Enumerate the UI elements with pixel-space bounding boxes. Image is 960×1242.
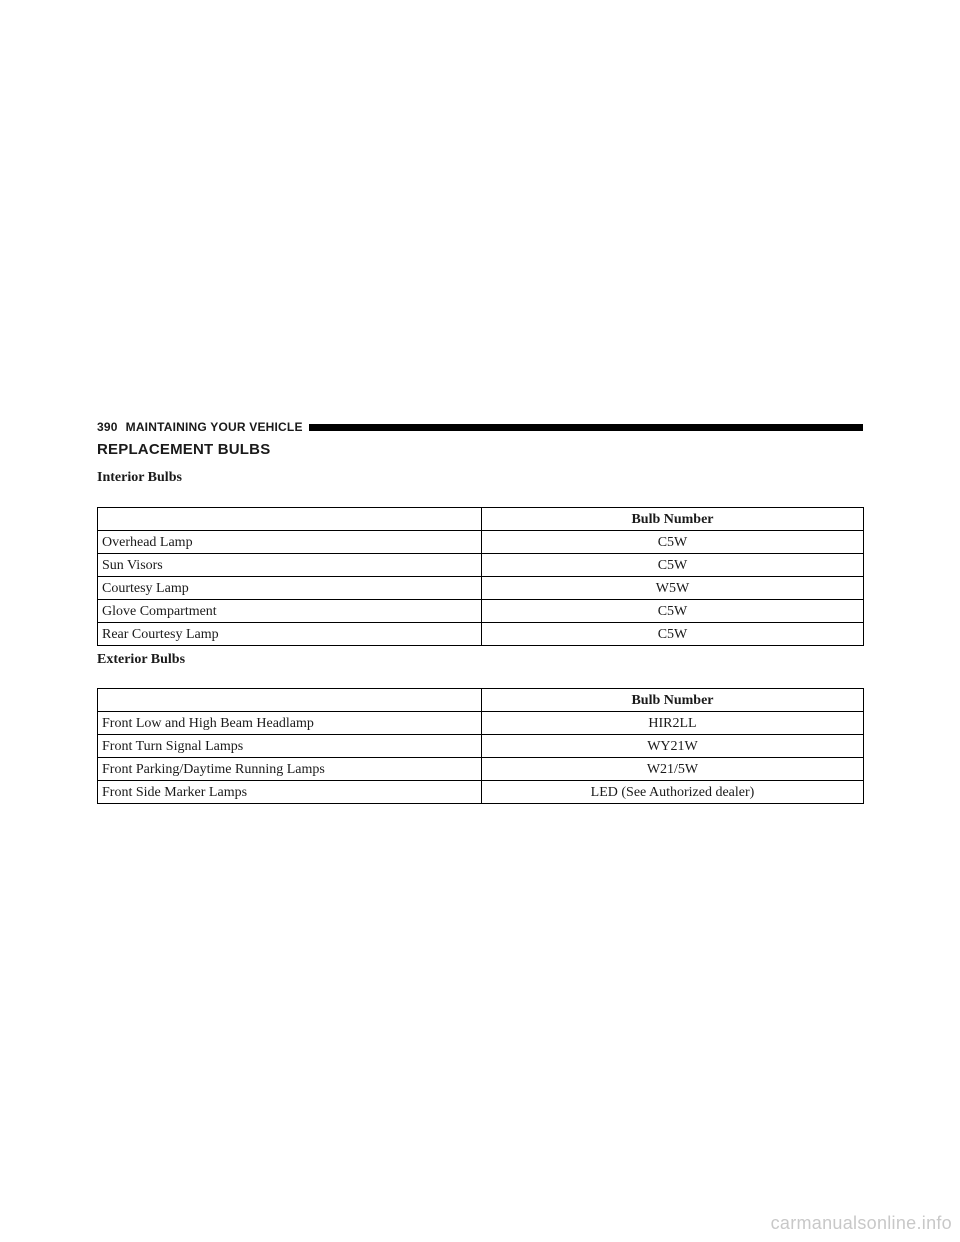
bulb-number-header: Bulb Number [482, 508, 864, 531]
bulb-number-header: Bulb Number [482, 689, 864, 712]
bulb-number: HIR2LL [482, 712, 864, 735]
bulb-location: Front Side Marker Lamps [98, 781, 482, 804]
bulb-location: Overhead Lamp [98, 531, 482, 554]
section-title: MAINTAINING YOUR VEHICLE [125, 420, 303, 434]
table-row [98, 600, 864, 623]
page-title: REPLACEMENT BULBS [97, 441, 271, 458]
bulb-location: Rear Courtesy Lamp [98, 623, 482, 646]
exterior-bulbs-table [97, 688, 864, 804]
table-header-row [98, 508, 864, 531]
bulb-location: Front Turn Signal Lamps [98, 735, 482, 758]
watermark: carmanualsonline.info [770, 1213, 952, 1233]
table-row [98, 577, 864, 600]
bulb-location: Glove Compartment [98, 600, 482, 623]
bulb-location: Sun Visors [98, 554, 482, 577]
location-header-cell [98, 689, 482, 712]
location-header-cell [98, 508, 482, 531]
bulb-location: Front Low and High Beam Headlamp [98, 712, 482, 735]
table-row [98, 623, 864, 646]
bulb-number: C5W [482, 531, 864, 554]
table-header-row [98, 689, 864, 712]
bulb-number: C5W [482, 554, 864, 577]
bulb-location: Front Parking/Daytime Running Lamps [98, 758, 482, 781]
bulb-location: Courtesy Lamp [98, 577, 482, 600]
table-row [98, 781, 864, 804]
bulb-number: W5W [482, 577, 864, 600]
bulb-number: WY21W [482, 735, 864, 758]
header-rule [309, 424, 863, 431]
interior-bulbs-heading: Interior Bulbs [97, 470, 182, 485]
exterior-bulbs-heading: Exterior Bulbs [97, 652, 186, 667]
interior-bulbs-table [97, 507, 864, 646]
table-row [98, 735, 864, 758]
page-number: 390 [97, 420, 118, 434]
table-row [98, 758, 864, 781]
table-row [98, 712, 864, 735]
bulb-number: LED (See Authorized dealer) [482, 781, 864, 804]
table-row [98, 554, 864, 577]
page-header [97, 420, 863, 434]
bulb-number: W21/5W [482, 758, 864, 781]
table-row [98, 531, 864, 554]
bulb-number: C5W [482, 600, 864, 623]
bulb-number: C5W [482, 623, 864, 646]
